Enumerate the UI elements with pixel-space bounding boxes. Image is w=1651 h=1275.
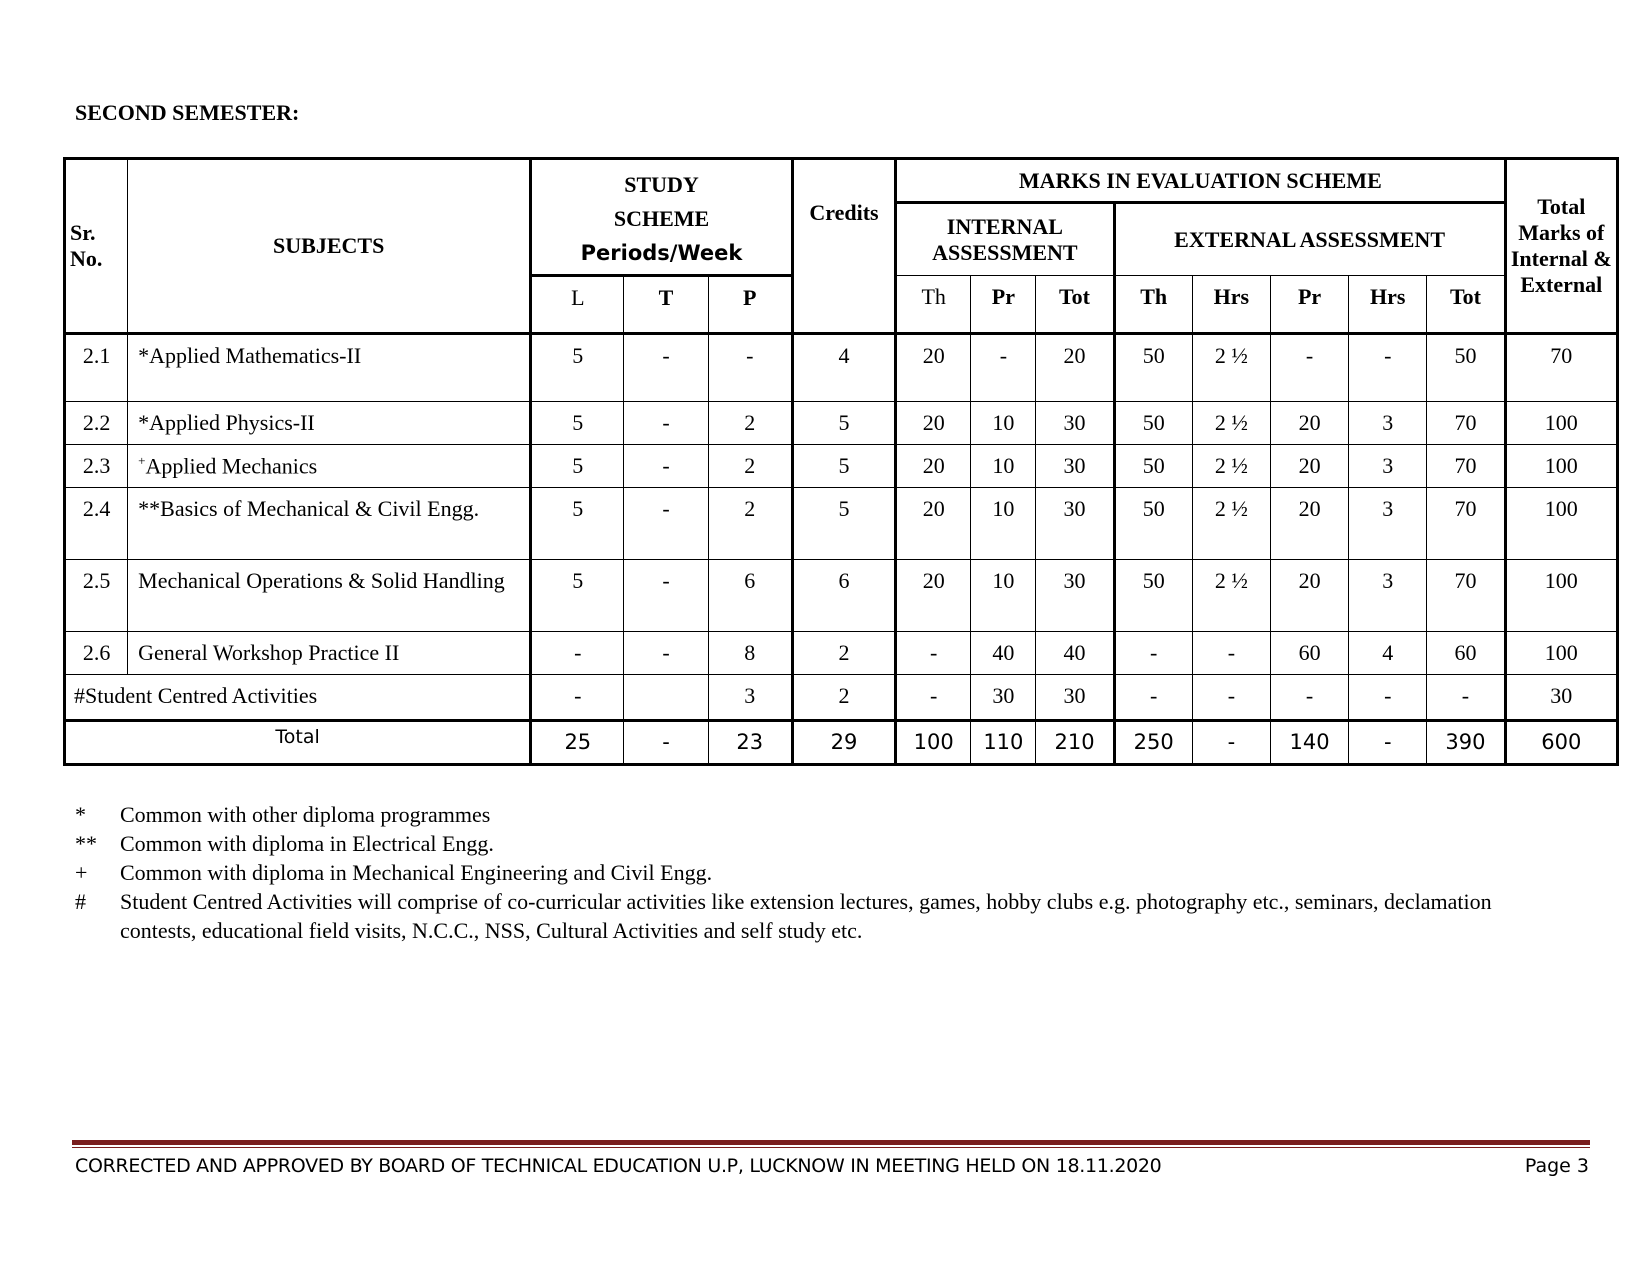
- total-cell: 29: [792, 721, 895, 765]
- l-header: L: [531, 276, 624, 334]
- value-cell: 20: [1271, 445, 1349, 488]
- value-cell: 50: [1114, 445, 1192, 488]
- footnote-text: Common with diploma in Electrical Engg.: [120, 831, 494, 856]
- value-cell: 10: [971, 560, 1036, 632]
- int-tot-header: Tot: [1036, 276, 1114, 334]
- value-cell: 30: [1505, 675, 1617, 721]
- value-cell: 2: [708, 445, 792, 488]
- value-cell: 3: [708, 675, 792, 721]
- total-cell: 100: [896, 721, 971, 765]
- footnote-symbol: *: [75, 802, 86, 827]
- value-cell: -: [624, 560, 708, 632]
- value-cell: 100: [1505, 445, 1617, 488]
- value-cell: 30: [1036, 560, 1114, 632]
- subject-marker: +: [138, 453, 146, 468]
- value-cell: -: [1114, 675, 1192, 721]
- value-cell: 6: [708, 560, 792, 632]
- value-cell: -: [1192, 675, 1270, 721]
- value-cell: 50: [1114, 560, 1192, 632]
- total-label: Total: [65, 721, 531, 765]
- value-cell: 6: [792, 560, 895, 632]
- subject-name: Applied Mechanics: [145, 453, 318, 479]
- value-cell: 10: [971, 445, 1036, 488]
- value-cell: 50: [1427, 334, 1505, 402]
- value-cell: 2 ½: [1192, 445, 1270, 488]
- activities-row: [65, 675, 1618, 721]
- value-cell: 20: [1271, 402, 1349, 445]
- value-cell: 100: [1505, 632, 1617, 675]
- footnote-symbol: #: [75, 889, 86, 914]
- ext-pr-header: Pr: [1271, 276, 1349, 334]
- page-number: Page 3: [1524, 1155, 1589, 1177]
- sr-no-cell: 2.3: [65, 445, 128, 488]
- value-cell: 5: [531, 402, 624, 445]
- total-cell: -: [624, 721, 708, 765]
- value-cell: 2 ½: [1192, 334, 1270, 402]
- value-cell: -: [1192, 632, 1270, 675]
- value-cell: 5: [531, 488, 624, 560]
- value-cell: 5: [531, 560, 624, 632]
- subject-cell: [128, 402, 531, 445]
- marks-header: MARKS IN EVALUATION SCHEME: [896, 159, 1505, 203]
- value-cell: 10: [971, 402, 1036, 445]
- value-cell: 20: [1271, 488, 1349, 560]
- total-cell: 23: [708, 721, 792, 765]
- value-cell: 5: [792, 402, 895, 445]
- ext-hrs-header: Hrs: [1192, 276, 1270, 334]
- value-cell: 4: [792, 334, 895, 402]
- footnotes: [75, 800, 1520, 945]
- value-cell: -: [896, 675, 971, 721]
- ext-th-header: Th: [1114, 276, 1192, 334]
- table-row: [65, 632, 1618, 675]
- sr-no-cell: 2.2: [65, 402, 128, 445]
- value-cell: 50: [1114, 334, 1192, 402]
- ext-hrs-header: Hrs: [1349, 276, 1427, 334]
- value-cell: -: [531, 675, 624, 721]
- value-cell: 20: [896, 334, 971, 402]
- table-row: [65, 402, 1618, 445]
- page-heading: SECOND SEMESTER:: [75, 100, 300, 125]
- value-cell: 30: [971, 675, 1036, 721]
- value-cell: 100: [1505, 560, 1617, 632]
- value-cell: -: [1349, 675, 1427, 721]
- t-header: T: [624, 276, 708, 334]
- subject-cell: [128, 632, 531, 675]
- value-cell: 3: [1349, 402, 1427, 445]
- footnote-text: Student Centred Activities will comprise of co-curricular activities like extension lectures, games, hobby clubs e.g. photography etc., seminars, declamation contests, educational field visits, N.C.C., NSS, Cultural Activities and self study etc.: [120, 889, 1492, 943]
- total-row: [65, 721, 1618, 765]
- subject-name: *Applied Mathematics-II: [138, 343, 362, 368]
- total-cell: -: [1349, 721, 1427, 765]
- value-cell: -: [624, 488, 708, 560]
- value-cell: 70: [1427, 445, 1505, 488]
- value-cell: 3: [1349, 560, 1427, 632]
- value-cell: 2 ½: [1192, 402, 1270, 445]
- value-cell: 2: [708, 402, 792, 445]
- sr-no-cell: 2.6: [65, 632, 128, 675]
- activities-label: #Student Centred Activities: [65, 675, 531, 721]
- value-cell: -: [1271, 334, 1349, 402]
- total-cell: 600: [1505, 721, 1617, 765]
- total-cell: 210: [1036, 721, 1114, 765]
- footnote: [75, 829, 1520, 858]
- value-cell: 40: [1036, 632, 1114, 675]
- value-cell: 3: [1349, 445, 1427, 488]
- footnote: [75, 858, 1520, 887]
- int-th-header: Th: [896, 276, 971, 334]
- value-cell: 8: [708, 632, 792, 675]
- subject-cell: [128, 445, 531, 488]
- total-marks-header: Total Marks of Internal & External: [1505, 159, 1617, 334]
- value-cell: 30: [1036, 675, 1114, 721]
- value-cell: 50: [1114, 402, 1192, 445]
- evaluation-scheme-table: [63, 157, 1619, 766]
- footnote-symbol: **: [75, 831, 97, 856]
- study-scheme-header: STUDY SCHEME Periods/Week: [531, 159, 793, 276]
- value-cell: 5: [792, 445, 895, 488]
- value-cell: [624, 675, 708, 721]
- value-cell: 20: [896, 402, 971, 445]
- total-cell: 250: [1114, 721, 1192, 765]
- value-cell: -: [1114, 632, 1192, 675]
- value-cell: 20: [1271, 560, 1349, 632]
- value-cell: 5: [531, 334, 624, 402]
- value-cell: 100: [1505, 488, 1617, 560]
- footnote-text: Common with diploma in Mechanical Engineering and Civil Engg.: [120, 860, 713, 885]
- footer-rule-thin: [72, 1147, 1590, 1148]
- sr-no-header: Sr. No.: [65, 159, 128, 334]
- subjects-header: SUBJECTS: [128, 159, 531, 334]
- value-cell: 30: [1036, 402, 1114, 445]
- total-cell: -: [1192, 721, 1270, 765]
- value-cell: 60: [1427, 632, 1505, 675]
- total-cell: 25: [531, 721, 624, 765]
- total-cell: 390: [1427, 721, 1505, 765]
- value-cell: 70: [1427, 488, 1505, 560]
- external-assessment-header: EXTERNAL ASSESSMENT: [1114, 203, 1505, 276]
- value-cell: -: [708, 334, 792, 402]
- value-cell: -: [1271, 675, 1349, 721]
- value-cell: 60: [1271, 632, 1349, 675]
- sr-no-cell: 2.5: [65, 560, 128, 632]
- footnote: [75, 887, 1520, 945]
- value-cell: -: [624, 402, 708, 445]
- value-cell: -: [1427, 675, 1505, 721]
- value-cell: 2: [792, 675, 895, 721]
- value-cell: 2: [708, 488, 792, 560]
- value-cell: -: [624, 632, 708, 675]
- table-row: [65, 560, 1618, 632]
- value-cell: -: [896, 632, 971, 675]
- value-cell: 2: [792, 632, 895, 675]
- p-header: P: [708, 276, 792, 334]
- value-cell: 4: [1349, 632, 1427, 675]
- table-row: [65, 445, 1618, 488]
- value-cell: -: [971, 334, 1036, 402]
- value-cell: 30: [1036, 445, 1114, 488]
- value-cell: 10: [971, 488, 1036, 560]
- internal-assessment-header: INTERNAL ASSESSMENT: [896, 203, 1115, 276]
- value-cell: -: [1349, 334, 1427, 402]
- credits-header: Credits: [792, 159, 895, 334]
- value-cell: 2 ½: [1192, 488, 1270, 560]
- value-cell: 3: [1349, 488, 1427, 560]
- value-cell: 100: [1505, 402, 1617, 445]
- sr-no-cell: 2.4: [65, 488, 128, 560]
- value-cell: 30: [1036, 488, 1114, 560]
- value-cell: 20: [896, 488, 971, 560]
- int-pr-header: Pr: [971, 276, 1036, 334]
- footnote: [75, 800, 1520, 829]
- table-row: [65, 334, 1618, 402]
- value-cell: -: [624, 445, 708, 488]
- footer-text: CORRECTED AND APPROVED BY BOARD OF TECHNICAL EDUCATION U.P, LUCKNOW IN MEETING HELD ON 18.11.2020: [75, 1155, 1162, 1177]
- value-cell: 5: [531, 445, 624, 488]
- value-cell: -: [624, 334, 708, 402]
- value-cell: 5: [792, 488, 895, 560]
- value-cell: 20: [896, 560, 971, 632]
- subject-cell: [128, 560, 531, 632]
- subject-name: Mechanical Operations & Solid Handling: [138, 568, 505, 593]
- value-cell: 20: [896, 445, 971, 488]
- value-cell: 50: [1114, 488, 1192, 560]
- footnote-symbol: +: [75, 860, 88, 885]
- value-cell: -: [531, 632, 624, 675]
- value-cell: 2 ½: [1192, 560, 1270, 632]
- subject-name: *Applied Physics-II: [138, 410, 315, 435]
- footer-rule: [72, 1140, 1590, 1145]
- ext-tot-header: Tot: [1427, 276, 1505, 334]
- subject-name: General Workshop Practice II: [138, 640, 400, 665]
- subject-cell: [128, 334, 531, 402]
- value-cell: 70: [1427, 560, 1505, 632]
- value-cell: 20: [1036, 334, 1114, 402]
- subject-cell: [128, 488, 531, 560]
- sr-no-cell: 2.1: [65, 334, 128, 402]
- footnote-text: Common with other diploma programmes: [120, 802, 491, 827]
- value-cell: 40: [971, 632, 1036, 675]
- value-cell: 70: [1427, 402, 1505, 445]
- total-cell: 140: [1271, 721, 1349, 765]
- value-cell: 70: [1505, 334, 1617, 402]
- total-cell: 110: [971, 721, 1036, 765]
- table-row: [65, 488, 1618, 560]
- subject-name: **Basics of Mechanical & Civil Engg.: [138, 496, 480, 521]
